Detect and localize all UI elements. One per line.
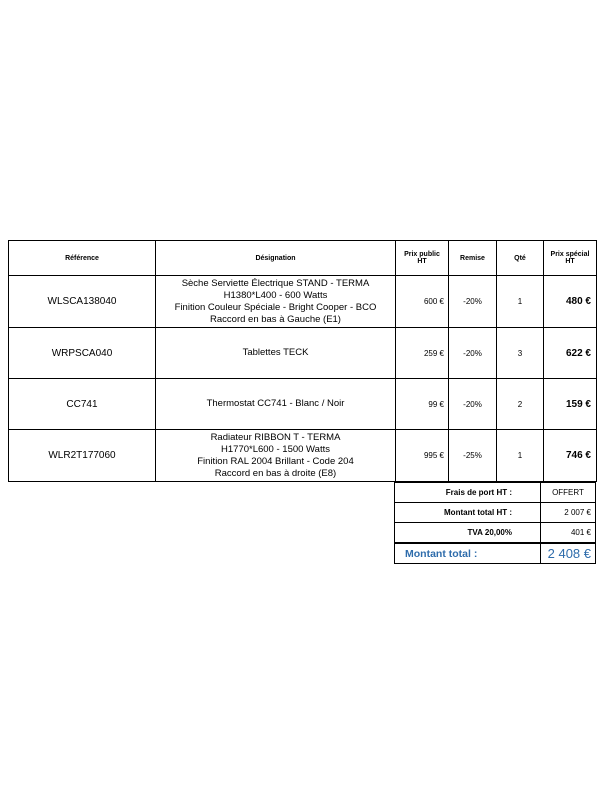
header-prix-public: Prix public HT [396,241,449,276]
table-row [9,276,597,328]
header-designation: Désignation [156,241,396,276]
designation-line: H1380*L400 - 600 Watts [223,289,328,301]
cell-prix-public: 600 € [396,276,449,328]
cell-prix-public: 99 € [396,379,449,430]
cell-designation [156,328,396,379]
designation-line: Raccord en bas à Gauche (E1) [210,313,341,325]
montant-ht-label: Montant total HT : [395,503,541,523]
designation-line: Sèche Serviette Électrique STAND - TERMA [181,277,370,289]
cell-reference: CC741 [9,379,156,430]
header-prix-special: Prix spécial HT [544,241,597,276]
cell-remise: -20% [449,379,497,430]
totals-row-tva [395,523,596,544]
cell-prix-special: 480 € [544,276,597,328]
cell-designation [156,276,396,328]
montant-total-value: 2 408 € [541,543,596,564]
totals-row-grand-total [395,543,596,564]
cell-remise: -20% [449,328,497,379]
cell-qte: 1 [497,276,544,328]
cell-prix-special: 622 € [544,328,597,379]
designation-line: Finition RAL 2004 Brillant - Code 204 [197,455,354,467]
designation-line: H1770*L600 - 1500 Watts [221,443,330,455]
frais-port-label: Frais de port HT : [395,483,541,503]
cell-remise: -20% [449,276,497,328]
cell-qte: 3 [497,328,544,379]
header-reference: Référence [9,241,156,276]
table-row [9,430,597,482]
designation-line: Thermostat CC741 - Blanc / Noir [206,398,345,409]
cell-prix-public: 259 € [396,328,449,379]
cell-reference: WRPSCA040 [9,328,156,379]
frais-port-value: OFFERT [541,483,596,503]
cell-qte: 2 [497,379,544,430]
totals-row-montant-ht [395,503,596,523]
cell-reference: WLR2T177060 [9,430,156,482]
cell-designation [156,430,396,482]
cell-prix-special: 746 € [544,430,597,482]
tva-label: TVA 20,00% [395,523,541,544]
cell-prix-public: 995 € [396,430,449,482]
designation-line: Radiateur RIBBON T - TERMA [210,431,341,443]
table-row [9,379,597,430]
header-qte: Qté [497,241,544,276]
montant-ht-value: 2 007 € [541,503,596,523]
table-header-row [9,241,597,276]
designation-line: Tablettes TECK [242,347,309,358]
quote-table [8,240,597,482]
designation-line: Raccord en bas à droite (E8) [214,467,337,479]
cell-qte: 1 [497,430,544,482]
designation-line: Finition Couleur Spéciale - Bright Cooper - BCO [174,301,377,313]
cell-remise: -25% [449,430,497,482]
cell-reference: WLSCA138040 [9,276,156,328]
tva-value: 401 € [541,523,596,544]
totals-row-frais-port [395,483,596,503]
cell-prix-special: 159 € [544,379,597,430]
cell-designation [156,379,396,430]
totals-table [394,482,596,564]
table-row [9,328,597,379]
montant-total-label: Montant total : [395,543,541,564]
header-remise: Remise [449,241,497,276]
